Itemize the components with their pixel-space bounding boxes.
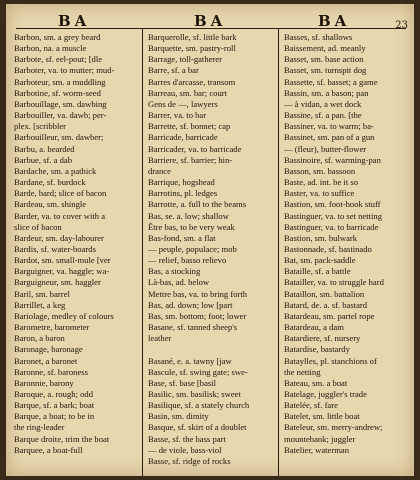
- dictionary-entry: Barquerolle, sf. little bark: [148, 32, 237, 42]
- dictionary-entry: Bassinoire, sf. warming-pan: [284, 154, 381, 165]
- dictionary-entry: — (fleur), butter-flower: [284, 143, 367, 154]
- page-number: 23: [395, 20, 408, 31]
- header-rule: [16, 28, 406, 29]
- dictionary-entry: Barreau, sm. bar; court: [148, 87, 227, 98]
- dictionary-entry: Barbote, sf. eel-pout; [dle: [14, 54, 103, 65]
- dictionary-entry: Baste, ad. int. be it so: [284, 177, 358, 188]
- dictionary-entry: Barrage, toll-gatherer: [148, 54, 222, 65]
- dictionary-entry: Bat, sm. pack-saddle: [284, 255, 356, 266]
- dictionary-entry: Bardeur, sm. day-labourer: [14, 232, 104, 243]
- dictionary-entry: Barbu, a. bearded: [14, 143, 75, 154]
- dictionary-entry: Bardot, sm. small-mule [ver: [14, 255, 111, 266]
- dictionary-entry: Barguigneur, sm. haggler: [14, 277, 101, 288]
- dictionary-entry: Batelée, sf. fare: [284, 400, 338, 411]
- dictionary-entry: Baron, a baron: [14, 333, 65, 344]
- dictionary-entry: Barricader, va. to barricade: [148, 143, 242, 154]
- dictionary-entry: Basané, e. a. tawny [jaw: [148, 355, 232, 366]
- column-head-3: BA: [318, 12, 351, 30]
- dictionary-entry: Bascule, sf. swing gate; swe-: [148, 366, 248, 377]
- dictionary-entry: Bassiner, va. to warm; ba-: [284, 121, 374, 132]
- dictionary-entry: Baronage, baronage: [14, 344, 83, 355]
- dictionary-entry: plex. [scribbler: [14, 121, 67, 132]
- dictionary-entry: Basse, sf. ridge of rocks: [148, 455, 231, 466]
- dictionary-entry: Bas, a stocking: [148, 266, 201, 277]
- dictionary-entry: Barque droite, trim the boat: [14, 433, 110, 444]
- dictionary-entry: Basilique, sf. a stately church: [148, 400, 250, 411]
- dictionary-entry: Barder, va. to cover with a: [14, 210, 106, 221]
- dictionary-entry: Bassine, sf. a pan. [the: [284, 110, 362, 121]
- dictionary-entry: Barricade, barricade: [148, 132, 218, 143]
- dictionary-entry: Barrette, sf. bonnet; cap: [148, 121, 231, 132]
- dictionary-entry: Bassinet, sm. pan of a gun: [284, 132, 375, 143]
- dictionary-entry: Barbouilleur, sm. dawber;: [14, 132, 104, 143]
- column-head-1: BA: [58, 12, 91, 30]
- dictionary-entry: Barrotins, pl. ledges: [148, 188, 218, 199]
- dictionary-entry: Barquee, a boat-full: [14, 444, 83, 455]
- dictionary-entry: Barometre, barometer: [14, 322, 90, 333]
- dictionary-entry: Basset, sm. base action: [284, 54, 364, 65]
- dictionary-entry: Gens de —, lawyers: [148, 98, 218, 109]
- column-divider-2: [278, 29, 279, 476]
- dictionary-entry: [148, 344, 274, 355]
- dictionary-entry: Être bas, to be very weak: [148, 221, 235, 232]
- dictionary-entry: Barbue, sf. a dab: [14, 154, 72, 165]
- dictionary-entry: Bataylles, pl. stanchions of: [284, 355, 377, 366]
- dictionary-entry: — à vidan, a wet dock: [284, 98, 362, 109]
- dictionary-entry: Barrotte, a. full to the beams: [148, 199, 247, 210]
- dictionary-entry: Bardeau, sm. shingle: [14, 199, 87, 210]
- dictionary-entry: Barrillet, a keg: [14, 299, 66, 310]
- dictionary-entry: Bassette, sf. basset; a game: [284, 76, 378, 87]
- dictionary-entry: Barbon, na. a muscle: [14, 43, 87, 54]
- dictionary-entry: Basson, sm. bassoon: [284, 165, 356, 176]
- dictionary-entry: Batelet, sm. little boat: [284, 411, 360, 422]
- dictionary-entry: Mettre bas, va. to bring forth: [148, 288, 248, 299]
- dictionary-entry: Batard, de. a. sf. bastard: [284, 299, 368, 310]
- dictionary-entry: Bastion, sm. foot-hook stuff: [284, 199, 381, 210]
- dictionary-entry: Bardache, sm. a pathick: [14, 165, 97, 176]
- dictionary-entry: Bardis, sf. water-boards: [14, 243, 96, 254]
- dictionary-entry: Baril, sm. barrel: [14, 288, 70, 299]
- dictionary-entry: Bateau, sm. a boat: [284, 377, 348, 388]
- dictionary-entry: Barbotine, sf. worm-seed: [14, 87, 101, 98]
- dictionary-entry: Bardane, sf. burdock: [14, 177, 86, 188]
- dictionary-entry: Batardeau, sm. partel rope: [284, 310, 375, 321]
- dictionary-entry: Barbouiller, va. dawb; per-: [14, 110, 107, 121]
- dictionary-entry: Bas, ad. down; low [part: [148, 299, 233, 310]
- dictionary-entry: Barbon, sm. a grey beard: [14, 32, 101, 42]
- dictionary-entry: Baronet, a baronet: [14, 355, 78, 366]
- dictionary-entry: Bas, se. a. low; shallow: [148, 210, 229, 221]
- dictionary-entry: Basane, sf. tanned sheep's: [148, 322, 238, 333]
- dictionary-entry: Baissement, ad. meanly: [284, 43, 366, 54]
- dictionary-entry: Bas, sm. bottom; foot; lower: [148, 310, 247, 321]
- dictionary-entry: Bastinguer, va. to set netting: [284, 210, 382, 221]
- dictionary-entry: Batelage, juggler's trade: [284, 389, 367, 399]
- dictionary-entry: Batardise, bastardy: [284, 344, 350, 355]
- dictionary-entry: leather: [148, 333, 172, 344]
- dictionary-entry: Basse, sf. the bass part: [148, 433, 226, 444]
- dictionary-column-3: [284, 32, 410, 456]
- dictionary-entry: Barres d'arcasse, transom: [148, 76, 236, 87]
- dictionary-entry: — peuple, populace; mob: [148, 243, 237, 254]
- dictionary-entry: Bassin, sm. a bason; pan: [284, 87, 369, 98]
- dictionary-entry: Batardiere, sf. nursery: [284, 333, 361, 344]
- dictionary-entry: Barquette, sm. pastry-roll: [148, 43, 236, 54]
- dictionary-entry: Batelier, waterman: [284, 444, 350, 455]
- dictionary-entry: Barguigner, va. haggle; wa-: [14, 266, 110, 277]
- dictionary-entry: Bastinguer, va. to barricade: [284, 221, 379, 232]
- dictionary-entry: — de viole, bass-viol: [148, 444, 222, 455]
- page-header: [6, 6, 414, 30]
- dictionary-entry: Barrer, va. to bar: [148, 110, 207, 121]
- dictionary-entry: Basin, sm. dimity: [148, 411, 209, 422]
- dictionary-entry: Barde, bard; slice of bacon: [14, 188, 107, 199]
- dictionary-entry: slice of bacon: [14, 221, 62, 232]
- dictionary-entry: drance: [148, 165, 171, 176]
- dictionary-entry: Baroque, a. rough; odd: [14, 389, 93, 399]
- dictionary-entry: Baster, va. to suffice: [284, 188, 355, 199]
- dictionary-entry: Basset, sm. turnspit dog: [284, 65, 367, 76]
- dictionary-entry: Base, sf. base [basil: [148, 377, 217, 388]
- dictionary-entry: mountebank; juggler: [284, 433, 356, 444]
- dictionary-entry: the ring-leader: [14, 422, 65, 433]
- dictionary-entry: Barre, sf. a bar: [148, 65, 199, 76]
- dictionary-entry: Barriere, sf. barrier; hin-: [148, 154, 233, 165]
- dictionary-entry: Barbouillage, sm. dawbing: [14, 98, 107, 109]
- dictionary-entry: Bastion, sm. bulwark: [284, 232, 358, 243]
- dictionary-entry: Batailler, va. to struggle hard: [284, 277, 384, 288]
- dictionary-entry: Barrique, hogshead: [148, 177, 215, 188]
- column-head-2: BA: [194, 12, 227, 30]
- dictionary-entry: — relief, basso relievo: [148, 255, 227, 266]
- dictionary-entry: Bastonnade, sf. bastinado: [284, 243, 372, 254]
- book-page: [6, 4, 414, 476]
- dictionary-entry: Bataille, sf. a battle: [284, 266, 351, 277]
- dictionary-entry: Baronne, sf. baroness: [14, 366, 88, 377]
- dictionary-entry: Bateleur, sm. merry-andrew;: [284, 422, 383, 433]
- dictionary-entry: Barque, a boat; to be in: [14, 411, 95, 422]
- dictionary-entry: Basses, sf. shallows: [284, 32, 353, 42]
- dictionary-column-1: [14, 32, 140, 456]
- column-divider-1: [142, 29, 143, 476]
- dictionary-entry: Bariolage, medley of colours: [14, 310, 114, 321]
- dictionary-entry: Barboter, va. to mutter; mud-: [14, 65, 115, 76]
- dictionary-entry: Barque, sf. a bark; boat: [14, 400, 95, 411]
- dictionary-entry: Barboteur, sm. a muddling: [14, 76, 106, 87]
- dictionary-entry: Bataillon, sm. battalion: [284, 288, 365, 299]
- dictionary-entry: Basque, sf. skirt of a doublet: [148, 422, 247, 433]
- dictionary-entry: Baronnie, barony: [14, 377, 74, 388]
- dictionary-entry: Batardeau, a dam: [284, 322, 344, 333]
- dictionary-entry: Bas-fond, sm. a flat: [148, 232, 216, 243]
- dictionary-entry: the netting: [284, 366, 321, 377]
- dictionary-entry: Là-bas, ad. below: [148, 277, 210, 288]
- dictionary-entry: Basilic, sm. basilisk; sweet: [148, 389, 241, 399]
- dictionary-column-2: [148, 32, 274, 467]
